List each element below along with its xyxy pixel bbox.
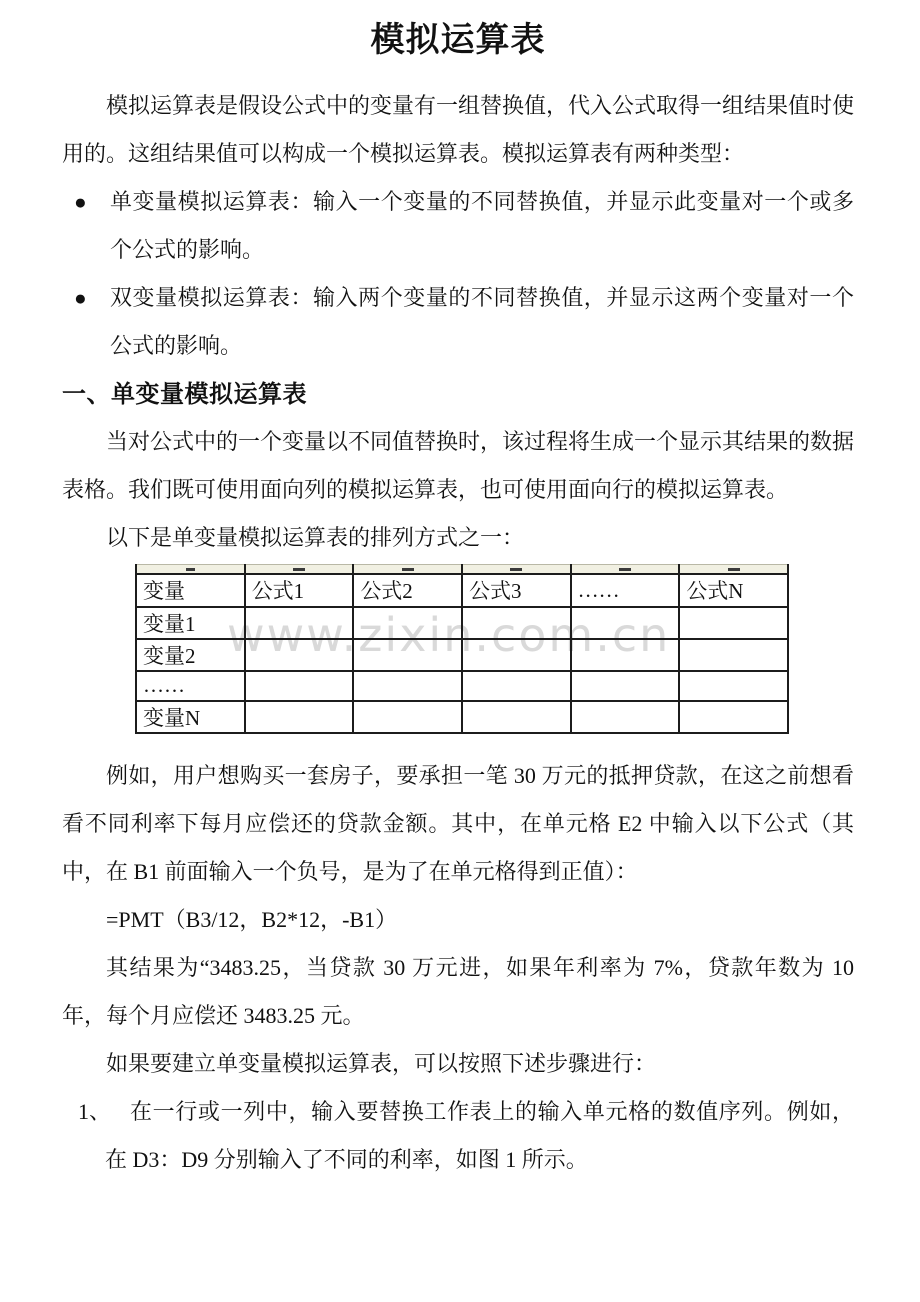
table-cell xyxy=(462,565,571,574)
table-header-cell: 公式1 xyxy=(245,574,354,607)
table-cell: 变量N xyxy=(136,701,245,733)
table-cell xyxy=(136,565,245,574)
bullet-text: 单变量模拟运算表：输入一个变量的不同替换值，并显示此变量对一个或多个公式的影响。 xyxy=(110,189,854,262)
bullet-text: 双变量模拟运算表：输入两个变量的不同替换值，并显示这两个变量对一个公式的影响。 xyxy=(110,285,854,358)
table-cell: 变量1 xyxy=(136,607,245,639)
table-cell: …… xyxy=(136,671,245,701)
table-cell xyxy=(462,671,571,701)
table-row xyxy=(136,671,788,701)
result-paragraph: 其结果为“3483.25，当贷款 30 万元进，如果年利率为 7%，贷款年数为 10 年，每个月应偿还 3483.25 元。 xyxy=(62,954,854,1028)
table-cell xyxy=(245,701,354,733)
table-cell xyxy=(679,565,788,574)
crop-artifact-mark xyxy=(402,568,414,571)
table-header-cell: 公式3 xyxy=(462,574,571,607)
table-cell xyxy=(571,701,680,733)
bullet-icon: ● xyxy=(74,286,87,310)
table-cell xyxy=(571,607,680,639)
table-row xyxy=(136,607,788,639)
steps-lead-in: 如果要建立单变量模拟运算表，可以按照下述步骤进行： xyxy=(106,1050,657,1076)
table-cell xyxy=(679,639,788,671)
crop-artifact-mark xyxy=(619,568,631,571)
table-cell xyxy=(679,607,788,639)
bullet-icon: ● xyxy=(74,190,87,214)
list-item xyxy=(62,1088,854,1184)
cropped-row-artifact xyxy=(136,565,788,574)
pmt-formula: =PMT（B3/12，B2*12，-B1） xyxy=(106,906,398,932)
table-cell xyxy=(245,639,354,671)
table-row xyxy=(136,639,788,671)
crop-artifact-mark xyxy=(728,568,740,571)
crop-artifact-mark xyxy=(293,568,305,571)
type-bullet-list xyxy=(62,178,854,370)
table-header-cell: 公式N xyxy=(679,574,788,607)
table-cell xyxy=(245,565,354,574)
table-cell xyxy=(462,607,571,639)
table-cell xyxy=(353,639,462,671)
step-list xyxy=(62,1088,854,1184)
table-cell xyxy=(679,701,788,733)
section-heading: 一、单变量模拟运算表 xyxy=(62,382,307,408)
table-cell xyxy=(462,639,571,671)
section-paragraph-1: 当对公式中的一个变量以不同值替换时，该过程将生成一个显示其结果的数据表格。我们既可使用面向列的模拟运算表，也可使用面向行的模拟运算表。 xyxy=(62,429,855,502)
simulation-layout-table xyxy=(135,564,789,734)
table-cell xyxy=(571,639,680,671)
table-cell xyxy=(462,701,571,733)
table-header-cell: 变量 xyxy=(136,574,245,607)
list-item xyxy=(62,274,854,370)
table-header-cell: …… xyxy=(571,574,680,607)
table-cell xyxy=(245,607,354,639)
table-cell xyxy=(571,565,680,574)
table-cell xyxy=(679,671,788,701)
table-header-row xyxy=(136,574,788,607)
table-cell: 变量2 xyxy=(136,639,245,671)
page-title: 模拟运算表 xyxy=(370,22,546,59)
crop-artifact-mark xyxy=(510,568,522,571)
table-header-cell: 公式2 xyxy=(353,574,462,607)
table-lead-in: 以下是单变量模拟运算表的排列方式之一： xyxy=(106,525,525,550)
step-number: 1、 xyxy=(78,1098,112,1124)
table-cell xyxy=(353,607,462,639)
table-figure xyxy=(135,564,789,734)
table-cell xyxy=(245,671,354,701)
crop-artifact-mark xyxy=(186,568,195,571)
table-cell xyxy=(353,671,462,701)
table-row xyxy=(136,701,788,733)
list-item xyxy=(62,178,854,274)
step-text: 在一行或一列中，输入要替换工作表上的输入单元格的数值序列。例如，在 D3：D9 分别输入了不同的利率，如图 1 所示。 xyxy=(105,1098,854,1172)
example-paragraph: 例如，用户想购买一套房子，要承担一笔 30 万元的抵押贷款，在这之前想看看不同利率下每月应偿还的贷款金额。其中，在单元格 E2 中输入以下公式（其中，在 B1 前面输入一个负号，是为了在单元格得到正值）： xyxy=(62,762,854,884)
table-cell xyxy=(353,701,462,733)
intro-paragraph: 模拟运算表是假设公式中的变量有一组替换值，代入公式取得一组结果值时使用的。这组结果值可以构成一个模拟运算表。模拟运算表有两种类型： xyxy=(62,93,855,166)
table-cell xyxy=(353,565,462,574)
watermark-text: www.zixin.com.cn xyxy=(227,608,671,662)
table-cell xyxy=(571,671,680,701)
